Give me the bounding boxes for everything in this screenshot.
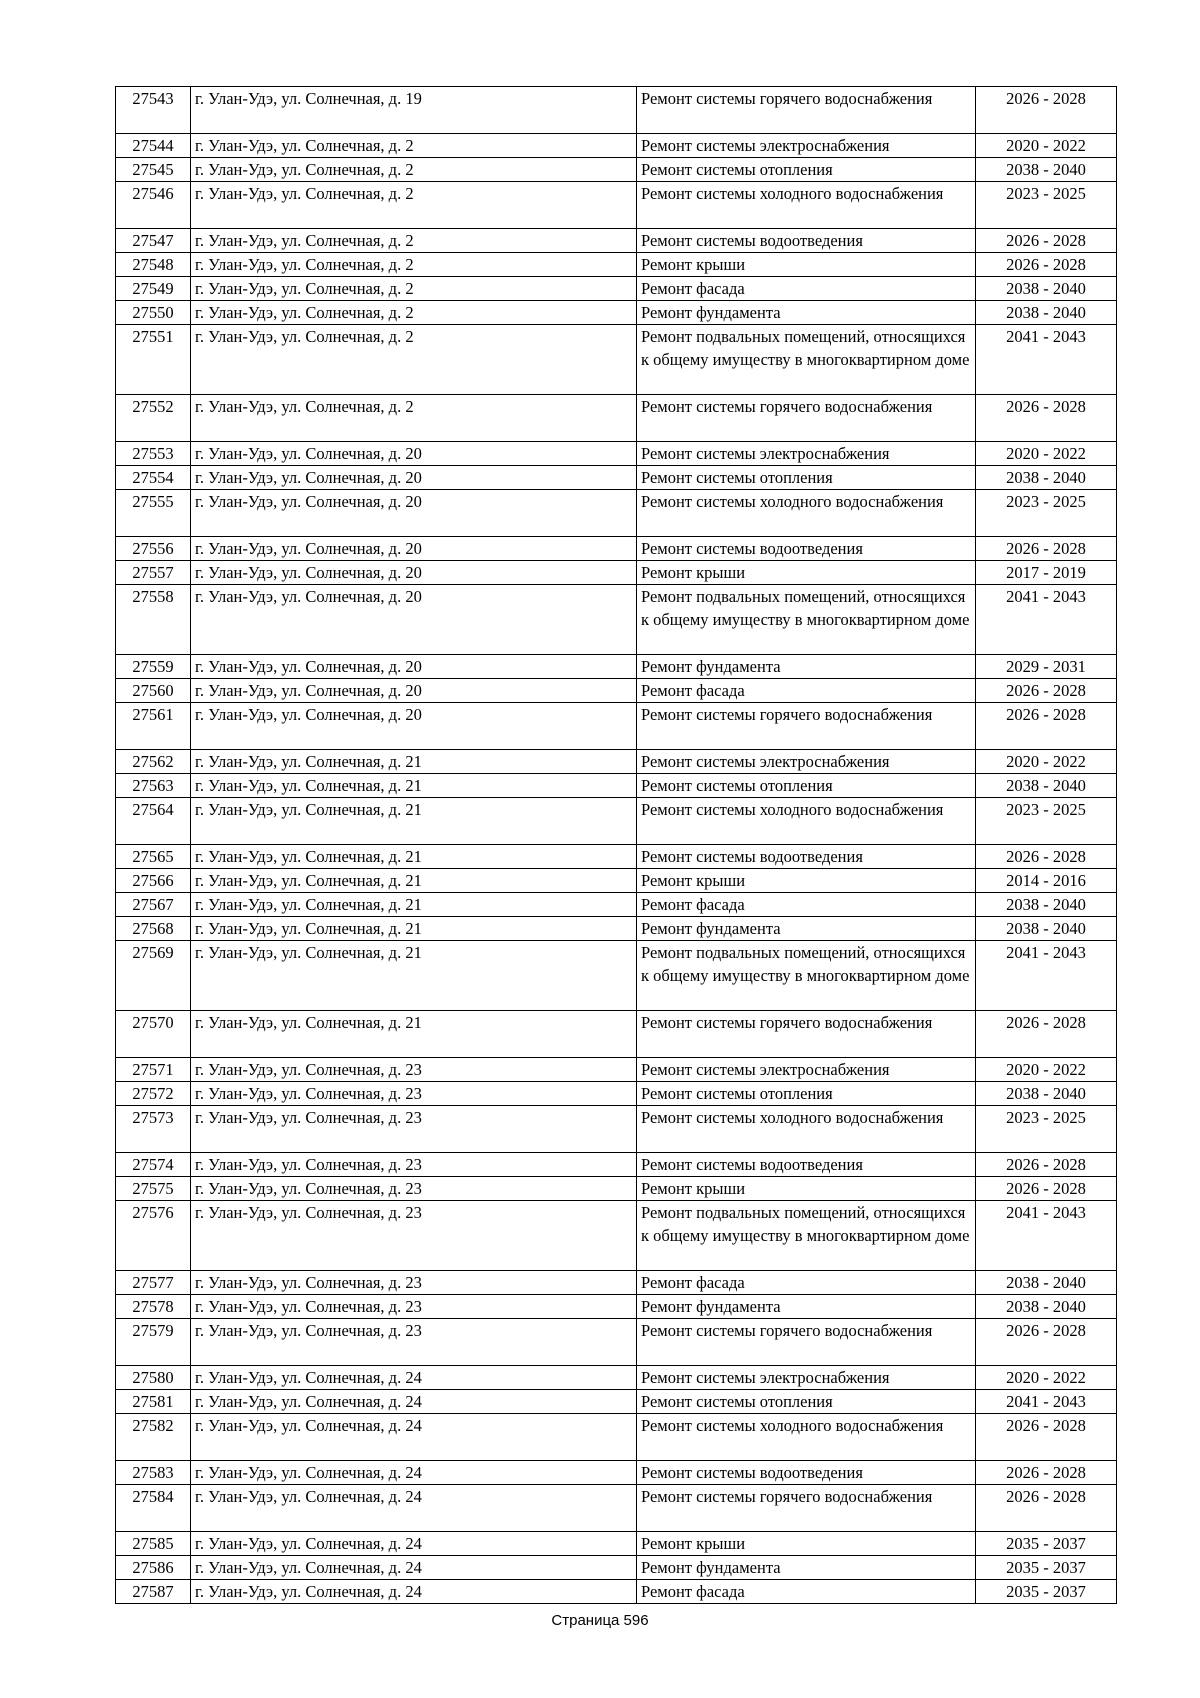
row-number: 27561: [116, 703, 191, 750]
row-number: 27570: [116, 1011, 191, 1058]
row-number: 27553: [116, 442, 191, 466]
row-number: 27560: [116, 679, 191, 703]
row-address: г. Улан-Удэ, ул. Солнечная, д. 24: [191, 1414, 637, 1461]
row-work-type: Ремонт системы горячего водоснабжения: [637, 1485, 976, 1532]
row-period: 2038 - 2040: [976, 893, 1117, 917]
table-row: [116, 703, 1117, 750]
row-period: 2026 - 2028: [976, 1319, 1117, 1366]
row-period: 2038 - 2040: [976, 158, 1117, 182]
row-period: 2041 - 2043: [976, 1390, 1117, 1414]
row-address: г. Улан-Удэ, ул. Солнечная, д. 20: [191, 679, 637, 703]
row-address: г. Улан-Удэ, ул. Солнечная, д. 21: [191, 893, 637, 917]
row-address: г. Улан-Удэ, ул. Солнечная, д. 20: [191, 561, 637, 585]
row-address: г. Улан-Удэ, ул. Солнечная, д. 20: [191, 655, 637, 679]
table-row: [116, 679, 1117, 703]
row-address: г. Улан-Удэ, ул. Солнечная, д. 2: [191, 325, 637, 395]
row-address: г. Улан-Удэ, ул. Солнечная, д. 2: [191, 301, 637, 325]
table-row: [116, 253, 1117, 277]
row-number: 27578: [116, 1295, 191, 1319]
row-period: 2026 - 2028: [976, 229, 1117, 253]
row-period: 2023 - 2025: [976, 798, 1117, 845]
table-row: [116, 1414, 1117, 1461]
table-row: [116, 1295, 1117, 1319]
row-work-type: Ремонт подвальных помещений, относящихся к общему имуществу в многоквартирном доме: [637, 585, 976, 655]
table-row: [116, 325, 1117, 395]
row-number: 27567: [116, 893, 191, 917]
row-work-type: Ремонт фасада: [637, 1271, 976, 1295]
row-number: 27584: [116, 1485, 191, 1532]
row-period: 2020 - 2022: [976, 134, 1117, 158]
row-address: г. Улан-Удэ, ул. Солнечная, д. 23: [191, 1153, 637, 1177]
table-row: [116, 182, 1117, 229]
row-number: 27587: [116, 1580, 191, 1604]
row-address: г. Улан-Удэ, ул. Солнечная, д. 21: [191, 941, 637, 1011]
table-row: [116, 1319, 1117, 1366]
row-work-type: Ремонт системы отопления: [637, 774, 976, 798]
row-number: 27563: [116, 774, 191, 798]
row-address: г. Улан-Удэ, ул. Солнечная, д. 21: [191, 1011, 637, 1058]
row-period: 2020 - 2022: [976, 442, 1117, 466]
row-number: 27579: [116, 1319, 191, 1366]
row-address: г. Улан-Удэ, ул. Солнечная, д. 20: [191, 537, 637, 561]
row-address: г. Улан-Удэ, ул. Солнечная, д. 2: [191, 253, 637, 277]
row-address: г. Улан-Удэ, ул. Солнечная, д. 21: [191, 917, 637, 941]
table-row: [116, 655, 1117, 679]
table-row: [116, 1485, 1117, 1532]
row-address: г. Улан-Удэ, ул. Солнечная, д. 21: [191, 798, 637, 845]
row-period: 2026 - 2028: [976, 703, 1117, 750]
table-row: [116, 893, 1117, 917]
row-address: г. Улан-Удэ, ул. Солнечная, д. 21: [191, 774, 637, 798]
table-row: [116, 774, 1117, 798]
row-number: 27581: [116, 1390, 191, 1414]
row-work-type: Ремонт системы горячего водоснабжения: [637, 703, 976, 750]
row-address: г. Улан-Удэ, ул. Солнечная, д. 23: [191, 1177, 637, 1201]
row-work-type: Ремонт системы электроснабжения: [637, 1366, 976, 1390]
row-work-type: Ремонт фундамента: [637, 1295, 976, 1319]
works-table: [115, 86, 1117, 1604]
row-work-type: Ремонт системы отопления: [637, 466, 976, 490]
table-row: [116, 1153, 1117, 1177]
row-period: 2041 - 2043: [976, 585, 1117, 655]
row-address: г. Улан-Удэ, ул. Солнечная, д. 24: [191, 1532, 637, 1556]
row-number: 27583: [116, 1461, 191, 1485]
row-number: 27548: [116, 253, 191, 277]
table-row: [116, 229, 1117, 253]
row-work-type: Ремонт подвальных помещений, относящихся к общему имуществу в многоквартирном доме: [637, 941, 976, 1011]
table-row: [116, 1082, 1117, 1106]
row-period: 2026 - 2028: [976, 845, 1117, 869]
row-period: 2026 - 2028: [976, 1461, 1117, 1485]
row-number: 27559: [116, 655, 191, 679]
row-number: 27586: [116, 1556, 191, 1580]
row-period: 2038 - 2040: [976, 1295, 1117, 1319]
table-row: [116, 1390, 1117, 1414]
table-row: [116, 1580, 1117, 1604]
row-period: 2041 - 2043: [976, 1201, 1117, 1271]
table-body: [116, 87, 1117, 1604]
row-address: г. Улан-Удэ, ул. Солнечная, д. 24: [191, 1390, 637, 1414]
table-row: [116, 1058, 1117, 1082]
row-period: 2026 - 2028: [976, 1414, 1117, 1461]
row-work-type: Ремонт фундамента: [637, 301, 976, 325]
row-work-type: Ремонт системы холодного водоснабжения: [637, 1106, 976, 1153]
table-row: [116, 490, 1117, 537]
row-address: г. Улан-Удэ, ул. Солнечная, д. 24: [191, 1485, 637, 1532]
row-address: г. Улан-Удэ, ул. Солнечная, д. 2: [191, 395, 637, 442]
page-number: Страница 596: [551, 1612, 649, 1629]
row-period: 2026 - 2028: [976, 1177, 1117, 1201]
table-row: [116, 798, 1117, 845]
table-row: [116, 585, 1117, 655]
row-period: 2014 - 2016: [976, 869, 1117, 893]
row-period: 2038 - 2040: [976, 466, 1117, 490]
row-period: 2038 - 2040: [976, 301, 1117, 325]
row-address: г. Улан-Удэ, ул. Солнечная, д. 23: [191, 1271, 637, 1295]
row-period: 2026 - 2028: [976, 537, 1117, 561]
row-address: г. Улан-Удэ, ул. Солнечная, д. 24: [191, 1556, 637, 1580]
row-period: 2041 - 2043: [976, 941, 1117, 1011]
row-period: 2038 - 2040: [976, 1082, 1117, 1106]
table-row: [116, 1201, 1117, 1271]
row-work-type: Ремонт системы электроснабжения: [637, 442, 976, 466]
row-address: г. Улан-Удэ, ул. Солнечная, д. 21: [191, 869, 637, 893]
row-address: г. Улан-Удэ, ул. Солнечная, д. 20: [191, 490, 637, 537]
row-number: 27565: [116, 845, 191, 869]
row-work-type: Ремонт системы отопления: [637, 1082, 976, 1106]
row-period: 2023 - 2025: [976, 490, 1117, 537]
table-row: [116, 1556, 1117, 1580]
table-row: [116, 87, 1117, 134]
row-period: 2026 - 2028: [976, 395, 1117, 442]
table-row: [116, 1177, 1117, 1201]
row-number: 27547: [116, 229, 191, 253]
row-number: 27555: [116, 490, 191, 537]
row-period: 2041 - 2043: [976, 325, 1117, 395]
table-row: [116, 158, 1117, 182]
row-work-type: Ремонт подвальных помещений, относящихся к общему имуществу в многоквартирном доме: [637, 325, 976, 395]
row-number: 27568: [116, 917, 191, 941]
row-number: 27550: [116, 301, 191, 325]
row-period: 2023 - 2025: [976, 1106, 1117, 1153]
row-number: 27564: [116, 798, 191, 845]
row-work-type: Ремонт системы холодного водоснабжения: [637, 1414, 976, 1461]
row-work-type: Ремонт системы водоотведения: [637, 1461, 976, 1485]
row-period: 2020 - 2022: [976, 1366, 1117, 1390]
table-row: [116, 750, 1117, 774]
row-number: 27573: [116, 1106, 191, 1153]
row-work-type: Ремонт фасада: [637, 893, 976, 917]
row-address: г. Улан-Удэ, ул. Солнечная, д. 20: [191, 466, 637, 490]
table-row: [116, 1461, 1117, 1485]
row-address: г. Улан-Удэ, ул. Солнечная, д. 24: [191, 1461, 637, 1485]
row-number: 27544: [116, 134, 191, 158]
row-address: г. Улан-Удэ, ул. Солнечная, д. 23: [191, 1319, 637, 1366]
row-period: 2029 - 2031: [976, 655, 1117, 679]
row-address: г. Улан-Удэ, ул. Солнечная, д. 2: [191, 158, 637, 182]
row-address: г. Улан-Удэ, ул. Солнечная, д. 23: [191, 1201, 637, 1271]
row-number: 27543: [116, 87, 191, 134]
table-row: [116, 395, 1117, 442]
row-address: г. Улан-Удэ, ул. Солнечная, д. 23: [191, 1082, 637, 1106]
row-number: 27571: [116, 1058, 191, 1082]
row-period: 2026 - 2028: [976, 679, 1117, 703]
row-address: г. Улан-Удэ, ул. Солнечная, д. 2: [191, 134, 637, 158]
table-row: [116, 561, 1117, 585]
row-address: г. Улан-Удэ, ул. Солнечная, д. 2: [191, 277, 637, 301]
row-number: 27545: [116, 158, 191, 182]
row-period: 2038 - 2040: [976, 917, 1117, 941]
row-work-type: Ремонт системы отопления: [637, 1390, 976, 1414]
row-work-type: Ремонт фундамента: [637, 655, 976, 679]
row-address: г. Улан-Удэ, ул. Солнечная, д. 20: [191, 703, 637, 750]
row-address: г. Улан-Удэ, ул. Солнечная, д. 23: [191, 1106, 637, 1153]
row-work-type: Ремонт крыши: [637, 1177, 976, 1201]
row-work-type: Ремонт системы электроснабжения: [637, 1058, 976, 1082]
table-row: [116, 466, 1117, 490]
row-number: 27546: [116, 182, 191, 229]
row-work-type: Ремонт фундамента: [637, 917, 976, 941]
row-work-type: Ремонт системы горячего водоснабжения: [637, 1011, 976, 1058]
row-work-type: Ремонт фасада: [637, 1580, 976, 1604]
table-row: [116, 845, 1117, 869]
row-work-type: Ремонт системы холодного водоснабжения: [637, 490, 976, 537]
row-period: 2035 - 2037: [976, 1532, 1117, 1556]
row-period: 2038 - 2040: [976, 774, 1117, 798]
row-number: 27551: [116, 325, 191, 395]
row-period: 2038 - 2040: [976, 1271, 1117, 1295]
row-address: г. Улан-Удэ, ул. Солнечная, д. 24: [191, 1366, 637, 1390]
row-number: 27577: [116, 1271, 191, 1295]
table-row: [116, 442, 1117, 466]
table-row: [116, 941, 1117, 1011]
table-row: [116, 134, 1117, 158]
row-period: 2035 - 2037: [976, 1556, 1117, 1580]
row-work-type: Ремонт фасада: [637, 679, 976, 703]
row-period: 2026 - 2028: [976, 1153, 1117, 1177]
row-work-type: Ремонт системы водоотведения: [637, 537, 976, 561]
row-address: г. Улан-Удэ, ул. Солнечная, д. 21: [191, 750, 637, 774]
row-work-type: Ремонт крыши: [637, 561, 976, 585]
row-number: 27574: [116, 1153, 191, 1177]
row-work-type: Ремонт системы водоотведения: [637, 1153, 976, 1177]
row-number: 27580: [116, 1366, 191, 1390]
row-address: г. Улан-Удэ, ул. Солнечная, д. 21: [191, 845, 637, 869]
row-number: 27549: [116, 277, 191, 301]
row-work-type: Ремонт системы водоотведения: [637, 229, 976, 253]
row-work-type: Ремонт крыши: [637, 1532, 976, 1556]
row-number: 27576: [116, 1201, 191, 1271]
row-address: г. Улан-Удэ, ул. Солнечная, д. 2: [191, 182, 637, 229]
row-address: г. Улан-Удэ, ул. Солнечная, д. 23: [191, 1295, 637, 1319]
row-period: 2020 - 2022: [976, 750, 1117, 774]
row-work-type: Ремонт системы электроснабжения: [637, 134, 976, 158]
row-work-type: Ремонт системы отопления: [637, 158, 976, 182]
row-period: 2023 - 2025: [976, 182, 1117, 229]
row-address: г. Улан-Удэ, ул. Солнечная, д. 19: [191, 87, 637, 134]
row-address: г. Улан-Удэ, ул. Солнечная, д. 24: [191, 1580, 637, 1604]
row-address: г. Улан-Удэ, ул. Солнечная, д. 23: [191, 1058, 637, 1082]
table-row: [116, 917, 1117, 941]
table-row: [116, 537, 1117, 561]
row-work-type: Ремонт системы холодного водоснабжения: [637, 182, 976, 229]
row-work-type: Ремонт системы горячего водоснабжения: [637, 395, 976, 442]
row-number: 27556: [116, 537, 191, 561]
row-work-type: Ремонт системы водоотведения: [637, 845, 976, 869]
row-number: 27554: [116, 466, 191, 490]
table-row: [116, 1366, 1117, 1390]
row-work-type: Ремонт системы горячего водоснабжения: [637, 87, 976, 134]
table-row: [116, 1532, 1117, 1556]
row-period: 2038 - 2040: [976, 277, 1117, 301]
row-work-type: Ремонт крыши: [637, 869, 976, 893]
row-period: 2026 - 2028: [976, 253, 1117, 277]
table-row: [116, 301, 1117, 325]
table-row: [116, 1106, 1117, 1153]
row-number: 27566: [116, 869, 191, 893]
row-work-type: Ремонт крыши: [637, 253, 976, 277]
row-work-type: Ремонт системы холодного водоснабжения: [637, 798, 976, 845]
row-number: 27572: [116, 1082, 191, 1106]
row-number: 27552: [116, 395, 191, 442]
table-row: [116, 1271, 1117, 1295]
row-number: 27557: [116, 561, 191, 585]
row-address: г. Улан-Удэ, ул. Солнечная, д. 2: [191, 229, 637, 253]
row-work-type: Ремонт фасада: [637, 277, 976, 301]
row-period: 2017 - 2019: [976, 561, 1117, 585]
row-number: 27569: [116, 941, 191, 1011]
table-row: [116, 869, 1117, 893]
row-period: 2020 - 2022: [976, 1058, 1117, 1082]
row-work-type: Ремонт системы горячего водоснабжения: [637, 1319, 976, 1366]
row-number: 27562: [116, 750, 191, 774]
row-work-type: Ремонт подвальных помещений, относящихся к общему имуществу в многоквартирном доме: [637, 1201, 976, 1271]
row-work-type: Ремонт системы электроснабжения: [637, 750, 976, 774]
row-number: 27575: [116, 1177, 191, 1201]
row-period: 2026 - 2028: [976, 1011, 1117, 1058]
row-period: 2035 - 2037: [976, 1580, 1117, 1604]
row-number: 27585: [116, 1532, 191, 1556]
row-number: 27582: [116, 1414, 191, 1461]
table-row: [116, 1011, 1117, 1058]
row-period: 2026 - 2028: [976, 1485, 1117, 1532]
row-number: 27558: [116, 585, 191, 655]
table-row: [116, 277, 1117, 301]
row-address: г. Улан-Удэ, ул. Солнечная, д. 20: [191, 585, 637, 655]
row-work-type: Ремонт фундамента: [637, 1556, 976, 1580]
row-address: г. Улан-Удэ, ул. Солнечная, д. 20: [191, 442, 637, 466]
row-period: 2026 - 2028: [976, 87, 1117, 134]
